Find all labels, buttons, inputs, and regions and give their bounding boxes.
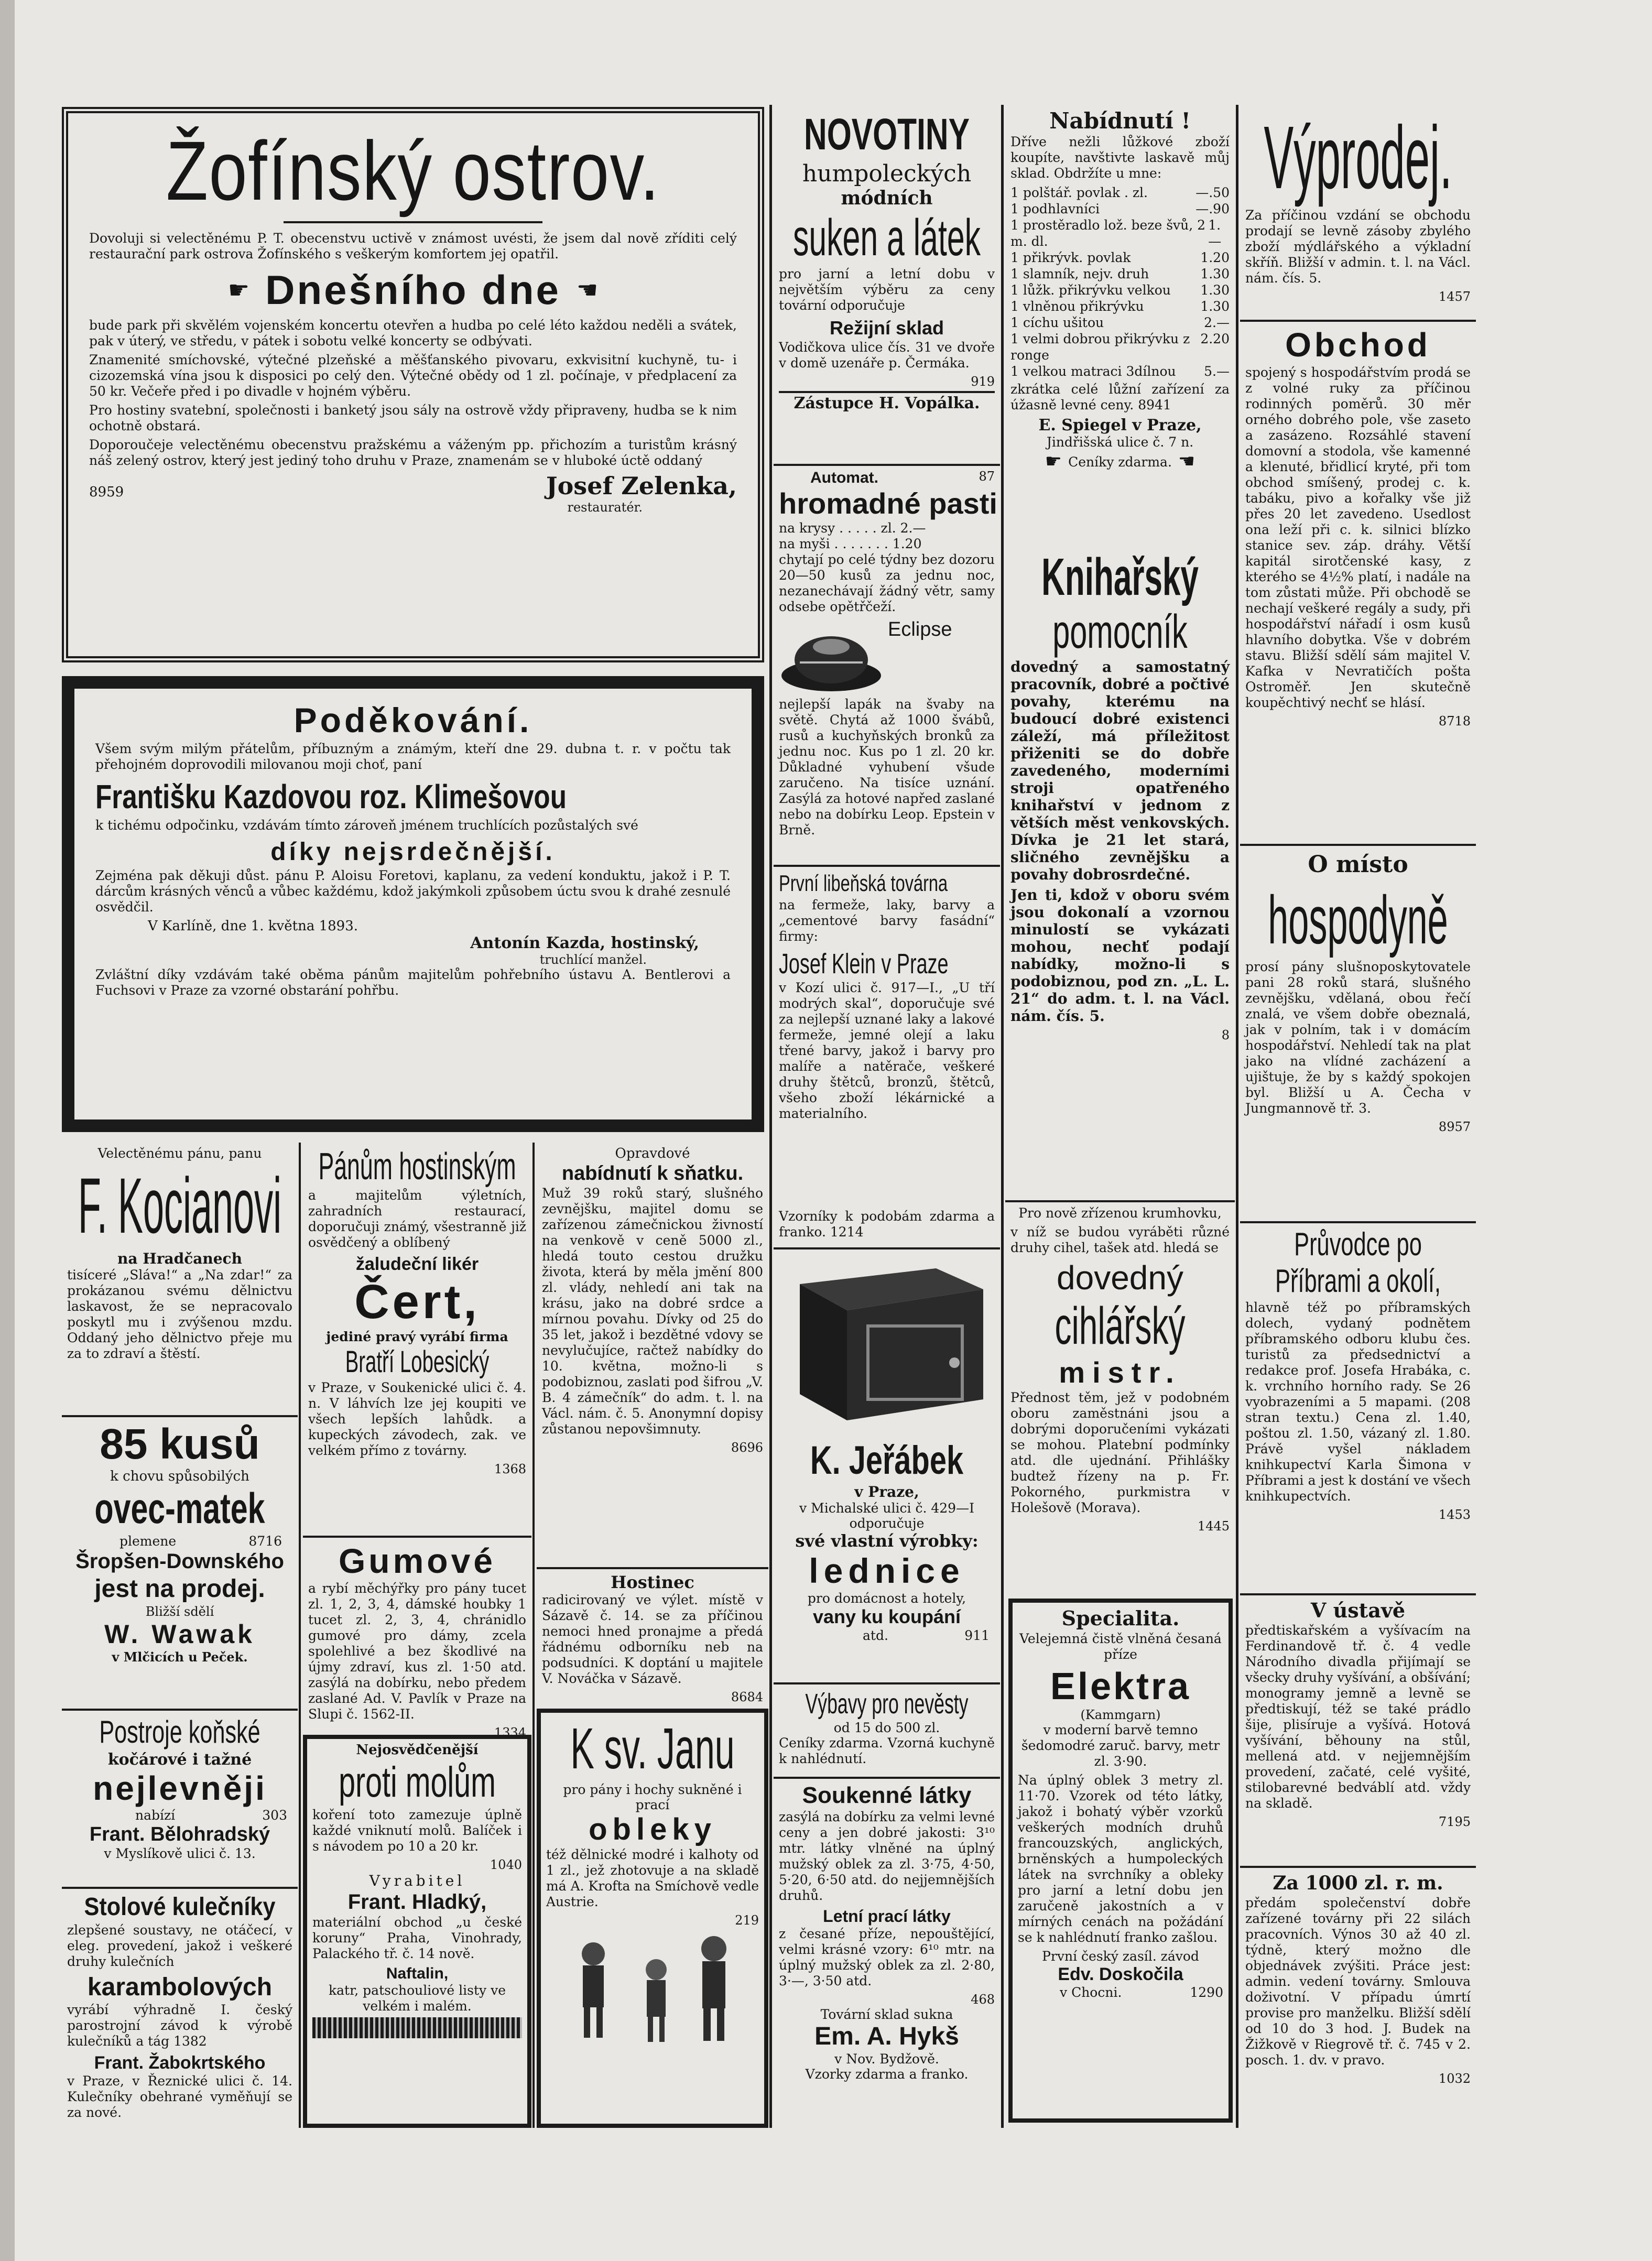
nabidnuti-catalog: Ceníky zdarma. [1068,454,1172,470]
moli-heading2: Naftalin, [386,1965,449,1982]
nabidnuti-outro: zkrátka celé lůžní zařízení za úžasně levné ceny. 8941 [1010,382,1230,412]
zofin-signature: Josef Zelenka, [546,472,737,500]
jerabek-sub: atd. [863,1628,888,1643]
ustav-title: V ústavě [1310,1599,1406,1622]
postroje-address: v Myslíkově ulici č. 13. [104,1846,256,1861]
hospodyne-big: hospodyně [1268,882,1448,958]
soukenne-heading: Letní prací látky [823,1907,951,1926]
decorative-band [312,2017,522,2038]
price-list-item [1010,298,1230,314]
vybavy-text2: Ceníky zdarma. Vzorná kuchyně k nahlédnutí. [779,1735,995,1766]
obchod-text: spojený s hospodářstvím prodá se z volné ruky za příčinou rodinných poměrů. 30 měr orného dobrého pole, vše zaseto a zasázeno. Rozsáhlé stavení domovní a stodola, vše kamenné a klenuté, břidlicí kryté, při tom obchod smíšený, prodej c. k. tabáku, pivo a kořalky vše již přes 20 let zavedeno. Usedlost ona leží při c. k. silnici blízko stanice sev. záp. dráhy. Větší kapitál sirotčenské kasy, z kterého se 4½% platí, i nadále na tom zůstati může. Při obchodě se nechají veškeré regály a sudy, při hospodářství nářadí i osm kusů hlavního dobytka. Vše v dobrém stavu. Bližší sdělí sám majitel V. Kafka v Nevratičích pošta Ostroměř. Jen skutečně koupěchtivý nechť se hlásí. [1245,365,1471,710]
janu-ad [537,1709,768,2128]
ad-number: 8959 [89,484,124,500]
ad-number: 8684 [731,1690,763,1704]
vzorniky-text: Vzorníky k podobám zdarma a franko. [779,1209,995,1240]
vyprodej-text: Za příčinou vzdání se obchodu prodají se levně zásoby zbylého zboží mýdlářského a výkladní skříň. Bližší v admin. t. l. na Václ. nám. čís. 5. [1245,208,1471,286]
kulecniky-text: zlepšené soustavy, ne otáčecí, v eleg. provedení, jakož i veškeré druhy kulečních [67,1922,292,1969]
ad-number: 8 [1221,1028,1230,1042]
zofin-paragraph: Pro hostiny svatební, společnosti i banketý jsou sály na ostrově vždy připraveny, hudba se k nim ochotně obstará. [89,403,737,433]
thanks-date: V Karlíně, dne 1. května 1893. [148,918,358,934]
price-list-item [1010,184,1230,201]
price-item-value: 1.30 [1200,266,1230,281]
postroje-big: nejlevněji [93,1769,267,1807]
ad-number: 1032 [1438,2071,1471,2086]
ad-number: 1290 [1190,1985,1223,2000]
column-rule [532,1143,535,2128]
zofin-role: restauratér. [567,500,643,515]
nabidnuti-firm: E. Spiegel v Praze, [1038,416,1202,434]
novotiny-title: NOVOTINY [804,110,970,159]
ad-number: 1214 [830,1224,864,1240]
hostinsky-text: a majitelům výletních, zahradních restaurací, doporučuji známý, všestranně již osvědčený a oblíbený [308,1188,526,1250]
zofin-intro: Dovoluji si velectěnému P. T. obecenstvu uctivě v známost uvésti, že jsem dal nově zříditi celý restaurační park ostrova Žofínského s veškerým komfortem jej opatřil. [89,231,737,262]
ad-number: 8696 [731,1440,763,1455]
novotiny-agent: Zástupce H. Vopálka. [779,391,995,414]
automat-line: na myši . . . . . . . 1.20 [779,536,922,551]
thanks-paragraph: k tichému odpočinku, vzdávám tímto zároveň jménem truchlících pozůstalých své [95,818,638,833]
elektra-place: v Chocni. [1060,1985,1122,2000]
ovce-sub3: Bližší sdělí [145,1604,214,1619]
hostinsky-text3: v Praze, v Soukenické ulici č. 4. n. V láhvích lze jej koupiti ve všech lepších lahůdk. a kupeckých závodech, zak. ve velkém přímo z továrny. [308,1380,526,1458]
hostinsky-title: Pánům hostinským [318,1146,516,1188]
knihar-title2: pomocník [1052,606,1188,658]
moli-big: proti molům [339,1758,496,1806]
kulecniky-address: v Praze, v Řeznické ulici č. 14. Kulečníky obehrané vyměňují se za nové. [67,2073,292,2120]
nabidnuti-ad [1005,105,1235,550]
price-list-item [1010,266,1230,282]
thanks-signature: Antonín Kazda, hostinský, [470,934,699,952]
ustav-text: předtiskařském a vyšívacím na Ferdinandově tř. č. 4 vedle Národního divadla přijímají se všecky druhy vyšívání, a obšívání; monogramy jemně a levně se předtiskují, též se také prádlo šije, plisíruje a vyšívá. Hotová vyšívání, běhouny na stůl, mellená atd. v nejjemnějším provedení, začaté, celé vyšité, stilobarevné bedváblí atd. vždy na skladě. [1245,1623,1471,1811]
page-edge-strip [0,0,15,2261]
elektra-big: Elektra [1050,1666,1191,1708]
nabidnuti-address: Jindřišská ulice č. 7 n. [1046,434,1194,450]
price-item-value: 5.— [1204,364,1230,379]
snatek-ad [537,1143,768,1604]
soukenne-firm-head: Tovární sklad sukna [820,2007,953,2022]
price-list-item [1010,363,1230,379]
vyprodej-ad [1240,105,1476,325]
ad-number: 87 [979,469,995,484]
soukenne-text3: Vzorky zdarma a franko. [805,2067,969,2082]
ovce-bold: Šropšen-Downského [75,1550,284,1573]
moli-text: koření toto zamezuje úplně každé vniknutí molů. Balíček i s návodem po 10 a 20 kr. [312,1807,522,1854]
jerabek-ad [774,1247,1000,1682]
price-list-item [1010,282,1230,298]
pruvodce-title2: Příbrami a okolí, [1275,1263,1441,1299]
kocian-text: tisíceré „Sláva!“ a „Na zdar!“ za prokázanou svému dělnictvu laskavost, že se nepracovalo poskytl mu i zvýšenou mzdu. Oddaný jeho dělnictvo přeje mu za to zdraví a štěstí. [67,1267,292,1361]
ovce-bold2: jest na prodej. [94,1575,265,1603]
libenska-text: na fermeže, laky, barvy a „cementové barvy fasádní“ firmy: [779,897,995,944]
zofin-paragraph: Doporoučeje velectěnému obecenstvu pražskému a váženým pp. přichozím a turistům krásný náš zelený ostrov, který jest jediný toho druhu v Praze, znamenám se v hluboké úctě oddaný [89,437,737,468]
moli-text3: katr, patschouliové listy ve velkém i malém. [328,1983,506,2014]
za1000-title: Za 1000 zl. r. m. [1273,1872,1443,1894]
janu-big: K sv. Janu [570,1716,735,1781]
knihar-text2: Jen ti, kdož v oboru svém jsou dokonalí a vzornou minulostí se vykázati mohou, nechť podají nabídky, možno-li s podobiznou, pod zn. „L. L. 21“ do adm. t. l. na Václ. nám. čís. 5. [1010,886,1230,1025]
gumove-title: Gumové [338,1541,496,1580]
za1000-text: předám společenství dobře zařízené továrny při 22 silách pracovních. Výnos 30 až 40 zl. týdně, který možno dle objednávek zvýšiti. Práce jest: admin. vedení továrny. Smlouva doživotní. V případu úmrtí provise pro manželku. Bližší sdělí od 10 do 3 hod. J. Budek na Žižkově v Riegrově tř. č. 745 v 2. posch. 1. dv. v pravo. [1245,1895,1471,2068]
knihar-title: Knihařský [1041,548,1199,606]
ad-number: 1334 [494,1725,526,1740]
kocian-top: Velectěnému pánu, panu [97,1146,262,1161]
ad-number: 1368 [494,1462,526,1476]
moli-firm: Frant. Hladký, [347,1890,487,1914]
kulecniky-title: Stolové kulečníky [84,1893,276,1921]
automat-text: chytají po celé týdny bez dozoru 20—50 kusů za jednu noc, nezanechávají žádný větr, samy odsebe opětřčeží. [779,552,995,614]
ovce-big2: ovec-matek [94,1485,265,1532]
snatek-title: Opravdové [615,1146,690,1161]
price-item-label: 1 polštář. povlak . zl. [1010,185,1148,200]
ovce-sub: k chovu spůsobilých [110,1469,249,1484]
novotiny-sub2: módních [841,187,933,209]
postroje-ad [62,1709,298,1887]
vybavy-big: Výbavy pro nevěsty [805,1688,969,1720]
postroje-firm: Frant. Bělohradský [89,1823,270,1845]
cihlar-big3: mistr. [1059,1356,1181,1389]
children-illustration-icon [546,1928,766,2053]
thanks-paragraph: Zvláštní díky vzdávám také oběma pánům majitelům pohřebního ústavu A. Bentlerovi a Fuchsovi v Praze za vzorné obstarání pohřbu. [95,967,731,998]
price-list-item [1010,314,1230,331]
nabidnuti-intro: Dříve nežli lůžkové zboží koupíte, navštivte laskavě můj sklad. Obdržíte u mne: [1010,134,1230,181]
vzorniky-line [774,1205,1000,1247]
price-item-label: 1 vlněnou přikrývku [1010,299,1144,314]
novotiny-text: pro jarní a letní dobu v největším výběru za ceny tovární odporučuje [779,266,995,313]
price-item-value: 2.— [1204,315,1230,330]
janu-text2: též dělnické modré i kalhoty od 1 zl., jež zhotovuje a na skladě má A. Krofta na Smíchově vedle Austrie. [546,1847,759,1909]
snatek-heading: nabídnutí k sňatku. [561,1162,744,1184]
ad-number: 7195 [1438,1814,1471,1829]
ad-number: 1040 [490,1857,522,1872]
moli-top: Nejosvědčenější [356,1742,479,1758]
pruvodce-title: Průvodce po [1294,1226,1422,1263]
price-item-label: 1 cíchu ušitou [1010,315,1104,330]
kocian-big: F. Kocianovi [78,1161,282,1249]
soukenne-text2: z česané příze, nepouštějící, velmi krásné vzory: 6¹⁰ mtr. na úplný mužský oblek za zl. 2·80, 3·—, 3·50 atd. [779,1926,995,1988]
ad-number: 919 [971,374,995,389]
zofin-paragraph: bude park při skvělém vojenském koncertu otevřen a hudba po celé léto každou neděli a svátek, pak v úterý, ve středu, v pátek i sobotu velké koncerty se odbývati. [89,318,737,349]
pointing-hand-icon: ☚ [576,276,599,304]
kulecniky-big: karambolových [87,1973,273,2001]
kocian-ad [62,1143,298,1415]
cihlar-ad [1005,1200,1235,1578]
cihlar-text: v níž se budou vyráběti různé druhy cihel, tašek atd. hledá se [1010,1224,1230,1255]
gumove-text: a rybí měchýřky pro pány tucet zl. 1, 2, 3, 4, dámské houbky 1 tucet zl. 2, 3, 4, chránidlo gumové pro dámy, zcela spolehlivé a bez škodlivé na újmy zdraví, kus zl. 1·50 atd. zasýlá na dobírku, nebo předem zaslané Ad. V. Pavlík v Praze na Slupi č. 1562-II. [308,1581,526,1722]
thanks-paragraph: Všem svým milým přátelům, příbuzným a známým, kteří dne 29. dubna t. r. v počtu tak přehojném doprovodili milovanou moji choť, paní [95,741,731,772]
ovce-big: 85 kusů [100,1420,260,1468]
vybavy-text: od 15 do 500 zl. [833,1720,940,1735]
ad-number: 8957 [1438,1119,1471,1134]
novotiny-big: suken a látek [792,209,981,266]
ad-number: 911 [964,1628,990,1643]
jerabek-text: odporučuje [849,1516,925,1531]
ustav-ad [1240,1593,1476,1866]
automat-ad [774,464,1000,862]
knihar-text: dovedný a samostatný pracovník, dobré a počtivé povahy, kterému na budoucí dobré existenci záleží, má příležitost přiženiti se do dobře zavedeného, moderními stroji opatřeného knihařství v jednom z větších měst venkovských. Dívka je 21 let stará, sličného zevnějšku a povahy dobrosrdečné. [1010,658,1230,883]
cihlar-big: dovedný [1057,1259,1183,1297]
soukenne-ad [774,1777,1000,2128]
ad-number: 1445 [1197,1519,1230,1534]
thanks-heading: díky nejsrdečnější. [270,838,556,866]
elektra-title: Specialita. [1061,1606,1180,1630]
ovce-sub2: plemene [119,1534,177,1549]
moli-ad [303,1735,531,2128]
elektra-ad [1008,1599,1233,2123]
elektra-text: Velejemná čistě vlněná česaná příze [1019,1631,1222,1662]
hostinsky-ad [303,1143,531,1551]
ad-number: 303 [262,1808,287,1823]
pointing-hand-icon: ☛ [227,276,250,304]
postroje-sub: kočárové i tažné [107,1751,252,1769]
soukenne-firm: Em. A. Hykš [814,2023,959,2050]
eclipse-title: Eclipse [888,618,952,640]
cihlar-title: Pro nově zřízenou krumhovku, [1018,1205,1222,1221]
pointing-hand-icon: ☛ [1045,451,1062,472]
postroje-sub2: nabízí [135,1808,176,1823]
automat-heading: hromadné pasti [779,487,997,520]
ad-number: 8716 [248,1534,282,1549]
thanks-ad [62,676,764,1132]
hospodyne-text: prosí pány slušnoposkytovatele pani 28 roků stará, slušného zevnějšku, vdělaná, obou řečí znalá, ve všem dobře obeznalá, jak v polním, tak i v domácím hospodářství. Nehledí tak na plat jako na vlídné zacházení a ujištuje, že by s každý spokojen byl. Bližší u A. Čecha v Jungmannově tř. 3. [1245,959,1471,1116]
ovce-firm: W. Wawak [104,1619,255,1649]
price-item-label: 1 prostěradlo lož. beze švů, 2 m. dl. [1010,218,1206,249]
jerabek-address: v Michalské ulici č. 429—I [799,1501,974,1516]
nabidnuti-title: Nabídnutí ! [1049,108,1191,134]
gumove-ad [303,1536,531,1745]
vyprodej-title: Výprodej. [1264,108,1452,208]
column-rule [1001,105,1004,2128]
zofin-paragraph: Znamenité smíchovské, výtečné plzeňské a měšťanského pivovaru, exkvisitní kuchyně, tu- i cizozemská vína jsou k disposici po celý den. Výtečné obědy od 1 zl. počínaje, v předplacení za 50 kr. Večeře před i po divadle v hojném výběru. [89,352,737,399]
price-list-item [1010,201,1230,217]
price-item-value: 1.— [1208,218,1222,249]
pruvodce-text: hlavně též po příbramských dolech, vydaný podnětem příbramského odboru klubu čes. turistů za předsednictví a redakce prof. Josefa Hrabáka, c. k. vrchního horního rady. Se 26 vyobrazeními a 5 mapami. (208 stran textu.) Cena zl. 1.40, poštou zl. 1.50, vázaný zl. 1.80. Právě vyšel nákladem knihkupectví Karla Šimona v Příbrami a jest k dostání ve všech knihkupectvích. [1245,1300,1471,1504]
automat-title: Automat. [810,469,878,486]
kulecniky-text2: vyrábí výhradně I. český parostrojní závod k výrobě kulečníků a tág 1382 [67,2002,292,2049]
hostinec-text: radicirovaný ve výlet. místě v Sázavě č. 14. se za příčinou nemoci hned pronajme a předá řádnému odborníku neb na podsudníci. K doptání u majitele V. Nováčka v Sázavě. [542,1592,763,1686]
zofin-ad [62,107,764,662]
libenska-ad [774,865,1000,1205]
snatek-text: Muž 39 roků starý, slušného zevnějšku, majitel domu se zařízenou zámečnickou živností na venkově v ceně 5000 zl., hledá touto cestou družku života, která by měla jmění 800 zl. vlády, nehledí ani tak na krásu, jako na dobré srdce a mírnou povahu. Dívky od 25 do 35 let, jakož i bezdětné vdovy se nevylučujíce, račtež nabídky do 10. května, možno-li s podobiznou, zaslati pod šifrou „V. B. 4 zámečník“ do adm. t. l. na Václ. nám. č. 5. Anonymní dopisy zůstanou nepovšimnuty. [542,1186,763,1437]
price-item-label: 1 velkou matraci 3dílnou [1010,364,1176,379]
price-item-label: 1 lůžk. přikrývku velkou [1010,282,1171,298]
pruvodce-ad [1240,1221,1476,1599]
price-list-item [1010,217,1230,249]
automat-line: na krysy . . . . . zl. 2.— [779,520,926,536]
ad-number: 1453 [1438,1507,1471,1522]
ad-number: 219 [735,1913,759,1928]
obchod-ad [1240,320,1476,844]
price-item-label: 1 podhlavníci [1010,201,1100,216]
jerabek-text2: pro domácnost a hotely, [807,1591,966,1606]
elektra-firm: Edv. Doskočila [1058,1964,1183,1984]
libenska-text2: v Kozí ulici č. 917—I., „U tří modrých skal“, doporučuje své za nejlepší uznané laky a lakové fermeže, jemné olejí a laku třené barvy, jakož i barvy pro malíře a natěrače, veškeré druhy štětců, bronzů, štětců, všeho zboží lékárnické a materialního. [779,980,995,1121]
trap-illustration-icon [779,618,884,697]
hostinsky-text2: jediné pravý vyrábí firma [326,1329,508,1344]
column-rule [769,105,772,2128]
jerabek-place: v Praze, [854,1483,919,1501]
zofin-title: Žofínský ostrov. [166,124,660,218]
nabidnuti-list [1010,184,1230,379]
soukenne-text: zasýlá na dobírku za velmi levné ceny a jen dobré jakosti: 3¹⁰ mtr. látky vlněné na úplný mužský oblek za zl. 3·75, 4·50, 5·20, 6·50 atd. do nejjemnějších druhů. [779,1809,995,1903]
elektra-heading: První český zasíl. závod [1042,1949,1199,1964]
cihlar-big2: cihlářský [1055,1297,1186,1355]
moli-text2: materiální obchod „u české koruny“ Praha, Vinohrady, Palackého tř. č. 14 nově. [312,1915,522,1961]
ovce-place: v Mlčicích u Peček. [112,1649,248,1665]
ad-number: 468 [971,1992,995,2007]
knihar-ad [1005,545,1235,1200]
kocian-place: na Hradčanech [117,1250,242,1267]
price-item-value: 1.30 [1200,282,1230,298]
price-list-item [1010,331,1230,363]
eclipse-text: nejlepší lapák na švaby na světě. Chytá až 1000 švábů, rusů a kuchyňských bronků za jednu noc. Kus po 1 zl. 20 kr. Důkladné vyhubení všude zaručeno. Na tisíce uznání. Zasýlá za hotové napřed zaslané nebo na dobírku Leop. Epstein v Brně. [779,697,995,838]
price-list-item [1010,249,1230,266]
ad-number: 8718 [1438,714,1471,729]
hostinec-ad [537,1567,768,1709]
novotiny-ad [774,105,1000,461]
elektra-text3: Na úplný oblek 3 metry zl. 11·70. Vzorek od této látky, jakož i bohatý výběr vzorků veškerých modních druhů francouzských, anglických, brněnských a humpoleckých látek na svrchníky a obleky pro jarní a letní dobu jen zaručeně jakostních a v mírných cenách na požádání se k nahlédnutí franko zašlou. [1018,1773,1223,1945]
obchod-title: Obchod [1285,326,1431,364]
elektra-text2: v moderní barvě temno šedomodré zaruč. barvy, metr zl. 3·90. [1021,1722,1220,1769]
hostinsky-firm: Bratří Lobesický [345,1345,490,1379]
cihlar-text2: Přednost těm, jež v podobném oboru zaměstnáni jsou a dobrými doporučeními vykázati se mohou. Platební podmínky atd. dle ujednání. Přihlášky budtež řízeny na p. Fr. Pokorného, purkmistra v Holešově (Morava). [1010,1390,1230,1515]
libenska-firm: Josef Klein v Praze [779,948,949,980]
novotiny-heading: Režijní sklad [829,317,944,339]
column-rule [299,1143,301,2128]
price-item-label: 1 slamník, nejv. druh [1010,266,1149,281]
elektra-sub: (Kammgarn) [1080,1708,1161,1722]
price-item-label: 1 velmi dobrou přikrývku z ronge [1010,331,1190,363]
hospodyne-title: O místo [1308,851,1408,878]
price-item-value: —.50 [1195,185,1230,200]
jerabek-big: K. Jeřábek [810,1438,964,1483]
za1000-ad [1240,1866,1476,2128]
hostinsky-heading: žaludeční likér [355,1254,479,1274]
janu-heading: obleky [589,1812,716,1846]
postroje-title: Postroje koňské [99,1714,260,1749]
novotiny-address: Vodičkova ulice čís. 31 ve dvoře v domě uzenáře p. Čermáka. [779,340,995,371]
janu-text: pro pány i hochy sukněné i prací [563,1782,742,1812]
hostinec-title: Hostinec [611,1572,694,1592]
hospodyne-ad [1240,844,1476,1221]
price-item-value: 2.20 [1200,331,1230,346]
thanks-title: Poděkování. [294,701,532,740]
kulecniky-firm: Frant. Žabokrtského [94,2053,266,2073]
jerabek-heading: své vlastní výrobky: [795,1531,979,1551]
thanks-paragraph: Zejména pak děkuji důst. pánu P. Aloisu Foretovi, kaplanu, za vedení konduktu, jakož i P. T. dárcům krásných věnců a vůbec každému, kdož jakýmkoli způsobem úctu svou k drahé zesnulé osvědčil. [95,868,731,915]
zofin-heading: Dnešního dne [265,267,561,313]
pointing-hand-icon: ☚ [1178,451,1195,472]
price-item-value: —.90 [1195,201,1230,216]
novotiny-sub: humpoleckých [802,160,972,187]
ad-number: 8941 [1138,397,1171,412]
moli-heading: Vyrabitel [369,1872,465,1889]
thanks-name: Františku Kazdovou roz. Klimešovou [95,778,567,816]
vybavy-ad [774,1682,1000,1777]
soukenne-address: v Nov. Bydžově. [834,2051,939,2067]
price-item-value: 1.20 [1200,250,1230,265]
ovce-ad [62,1415,298,1709]
thanks-role: truchlící manžel. [539,952,647,967]
hostinsky-big: Čert, [354,1275,480,1329]
price-item-label: 1 přikrývk. povlak [1010,250,1131,265]
price-item-value: 1.30 [1200,299,1230,314]
jerabek-big2: lednice [809,1551,965,1590]
column-rule [1236,105,1238,2128]
jerabek-heading2: vany ku koupání [812,1606,961,1627]
ad-number: 1457 [1438,289,1471,304]
safe-illustration-icon [779,1253,994,1436]
kulecniky-ad [62,1887,298,2128]
libenska-title: První libeňská továrna [779,871,948,896]
soukenne-title: Soukenné látky [802,1782,972,1808]
